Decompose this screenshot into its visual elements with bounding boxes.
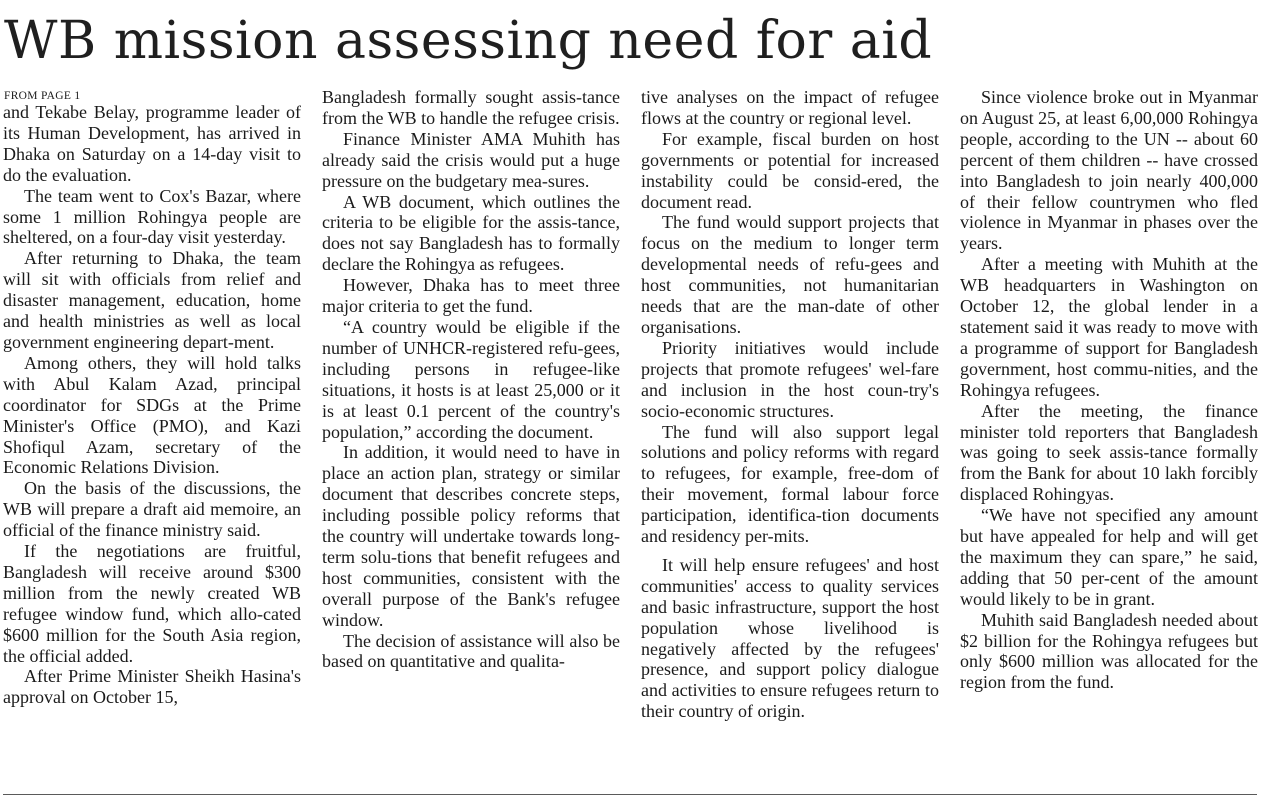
paragraph: After returning to Dhaka, the team will sit with officials from relief and disaster management, education, home and health ministries as well as local government engineering depart-ment. <box>3 248 301 352</box>
paragraph: The fund would support projects that focus on the medium to longer term developmental needs of refu-gees and host communities, not humanitarian needs that are the man-date of other organisations. <box>641 212 939 337</box>
paragraph: Finance Minister AMA Muhith has already said the crisis would put a huge pressure on the budgetary mea-sures. <box>322 128 620 191</box>
paragraph: The team went to Cox's Bazar, where some 1 million Rohingya people are sheltered, on a four-day visit yesterday. <box>3 185 301 248</box>
paragraph: After a meeting with Muhith at the WB headquarters in Washington on October 12, the global lender in a statement said it was ready to move with a programme of support for Bangladesh government, host commu-nities, and the Rohingya refugees. <box>960 254 1258 400</box>
paragraph: and Tekabe Belay, programme leader of its Human Development, has arrived in Dhaka on Saturday on a 14-day visit to do the evaluation. <box>3 102 301 185</box>
paragraph: However, Dhaka has to meet three major criteria to get the fund. <box>322 275 620 317</box>
paragraph: Among others, they will hold talks with Abul Kalam Azad, principal coordinator for SDGs at the Prime Minister's Office (PMO), and Kazi Shofiqul Azam, secretary of the Economic Relations Division. <box>3 352 301 478</box>
paragraph: It will help ensure refugees' and host communities' access to quality services and basic infrastructure, support the host population whose livelihood is negatively affected by the refugees' presence, and support policy dialogue and activities to ensure refugees return to their country of origin. <box>641 554 939 722</box>
paragraph: Priority initiatives would include projects that promote refugees' wel-fare and inclusion in the host coun-try's socio-economic structures. <box>641 337 939 421</box>
paragraph: After Prime Minister Sheikh Hasina's approval on October 15, <box>3 666 301 708</box>
bottom-rule <box>3 794 1257 795</box>
paragraph: tive analyses on the impact of refugee flows at the country or regional level. <box>641 87 939 128</box>
paragraph: After the meeting, the finance minister told reporters that Bangladesh was going to seek assis-tance formally from the Bank for about 10 lakh forcibly displaced Rohingyas. <box>960 400 1258 505</box>
paragraph: On the basis of the discussions, the WB will prepare a draft aid memoire, an official of the finance ministry said. <box>3 478 301 541</box>
continuation-kicker: FROM PAGE 1 <box>4 90 81 102</box>
paragraph: If the negotiations are fruitful, Bangladesh will receive around $300 million from the newly created WB refugee window fund, which allo-cated $600 million for the South Asia region, the official added. <box>3 541 301 666</box>
paragraph: In addition, it would need to have in place an action plan, strategy or similar document that describes concrete steps, including possible policy reforms that the country will undertake towards long-term solu-tions that benefit refugees and host communities, consistent with the overall purpose of the Bank's refugee window. <box>322 442 620 630</box>
paragraph: Bangladesh formally sought assis-tance from the WB to handle the refugee crisis. <box>322 87 620 128</box>
paragraph: The fund will also support legal solutions and policy reforms with regard to refugees, for example, free-dom of their movement, formal labour force participation, identifica-tion documents and residency per-mits. <box>641 421 939 547</box>
paragraph: Muhith said Bangladesh needed about $2 billion for the Rohingya refugees but only $600 million was allocated for the region from the fund. <box>960 609 1258 693</box>
article-column-4 <box>960 87 1258 693</box>
paragraph: “A country would be eligible if the number of UNHCR-registered refu-gees, including persons in refugee-like situations, it hosts is at least 25,000 or it is at least 0.1 percent of the country's population,” according the document. <box>322 316 620 442</box>
article-column-3 <box>641 87 939 722</box>
paragraph: For example, fiscal burden on host governments or potential for increased instability could be consid-ered, the document read. <box>641 128 939 212</box>
paragraph: “We have not specified any amount but have appealed for help and will get the maximum they can spare,” he said, adding that 50 per-cent of the amount would likely to be in grant. <box>960 505 1258 609</box>
article-column-1 <box>3 102 301 708</box>
headline: WB mission assessing need for aid <box>4 11 933 71</box>
paragraph: A WB document, which outlines the criteria to be eligible for the assis-tance, does not say Bangladesh has to formally declare the Rohingya as refugees. <box>322 191 620 275</box>
paragraph: Since violence broke out in Myanmar on August 25, at least 6,00,000 Rohingya people, according to the UN -- about 60 percent of them children -- have crossed into Bangladesh to join nearly 400,000 of their fellow countrymen who fled violence in Myanmar in phases over the years. <box>960 87 1258 254</box>
paragraph: The decision of assistance will also be based on quantitative and qualita- <box>322 630 620 672</box>
article-column-2 <box>322 87 620 672</box>
